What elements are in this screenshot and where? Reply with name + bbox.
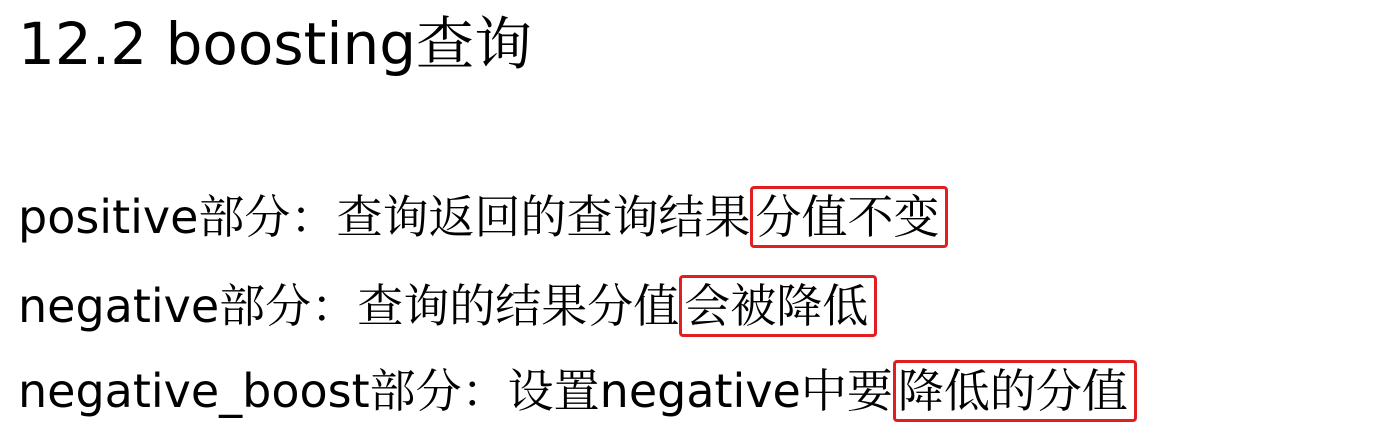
negative-text: 查询的结果分值 bbox=[357, 279, 680, 333]
positive-line bbox=[18, 186, 948, 248]
negative-boost-label: negative_boost部分： bbox=[18, 364, 508, 418]
positive-highlight-box: 分值不变 bbox=[750, 186, 948, 248]
negative-line bbox=[18, 275, 877, 337]
negative-boost-text: 设置negative中要 bbox=[507, 364, 893, 418]
positive-label: positive部分： bbox=[18, 190, 337, 244]
page-title: 12.2 boosting查询 bbox=[18, 10, 533, 78]
negative-label: negative部分： bbox=[18, 279, 358, 333]
negative-highlight-box: 会被降低 bbox=[679, 275, 877, 337]
negative-boost-highlight-box: 降低的分值 bbox=[893, 360, 1137, 422]
negative-boost-line bbox=[18, 360, 1137, 422]
positive-text: 查询返回的查询结果 bbox=[336, 190, 751, 244]
